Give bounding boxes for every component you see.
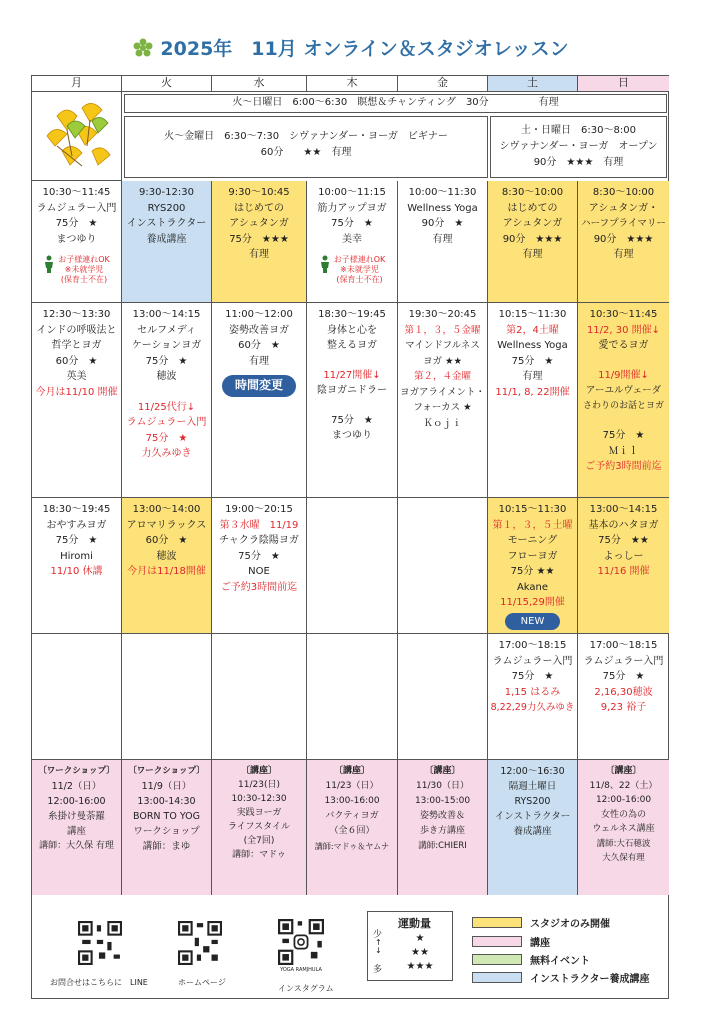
slot-duration: 75分 ★ bbox=[511, 355, 554, 367]
slot-duration: 75分 ★★ bbox=[510, 566, 555, 577]
slot-sun-1 bbox=[578, 181, 669, 303]
workshop-time: 10:30-12:30 bbox=[231, 794, 287, 804]
slot-time: 10:30～11:45 bbox=[589, 309, 658, 320]
instagram-qr-label: インスタグラム bbox=[278, 984, 334, 993]
slot-class: ラムジュラー入門 bbox=[583, 655, 664, 667]
homepage-qr-label: ホームページ bbox=[178, 978, 226, 987]
slot-teacher: 美幸 bbox=[342, 233, 362, 245]
kids-ok-note bbox=[32, 255, 121, 285]
slot-class: Wellness Yoga bbox=[407, 202, 478, 214]
slot-duration: 75分 ★ bbox=[331, 218, 373, 229]
day-fri: 金 bbox=[398, 76, 488, 92]
slot-mon-3 bbox=[32, 498, 122, 634]
banner-line: 火～金曜日 6:30～7:30 シヴァナンダー・ヨーガ ビギナー bbox=[164, 131, 448, 142]
intensity-legend bbox=[367, 911, 453, 981]
kid-line: (保育士不在) bbox=[336, 275, 383, 284]
slot-wed-4 bbox=[212, 634, 307, 760]
slot-class: チャクラ陰陽ヨガ bbox=[219, 535, 299, 546]
banner-meditation: 火～日曜日 6:00～6:30 瞑想＆チャンティング 30分 有理 bbox=[124, 94, 667, 113]
workshop-date: 11/30（日） bbox=[416, 781, 469, 791]
workshop-title: ウェルネス講座 bbox=[592, 824, 655, 834]
flower-icon bbox=[132, 37, 154, 59]
child-icon bbox=[319, 255, 331, 273]
slot-class: インドの呼吸法と bbox=[36, 324, 117, 336]
slot-teacher: まつゆり bbox=[332, 430, 372, 441]
workshop-sessions: （全６回） bbox=[329, 826, 375, 836]
intensity-title: 運動量 bbox=[398, 917, 431, 930]
legend-swatch bbox=[472, 936, 522, 947]
banner-line: 土・日曜日 6:30～8:00 bbox=[521, 125, 636, 136]
workshop-sessions: (全7回) bbox=[243, 836, 275, 846]
star-level: ★★ bbox=[411, 947, 429, 958]
slot-teacher: 有理 bbox=[432, 233, 453, 245]
workshop-title: 女性の為の bbox=[600, 809, 646, 820]
banner-line: 90分 ★★★ 有理 bbox=[533, 157, 624, 168]
slot-fri-1 bbox=[398, 181, 488, 303]
slot-duration: 75分 ★ bbox=[238, 550, 280, 562]
slot-duration: 60分 ★ bbox=[145, 535, 188, 546]
workshop-teacher: 大久保有理 bbox=[602, 853, 645, 863]
slot-class: 陰ヨガニドラー bbox=[317, 385, 387, 396]
instagram-brand: YOGA RAMJHULA bbox=[280, 967, 322, 973]
slot-time: 13:00～14:15 bbox=[132, 309, 201, 320]
workshop-time: 12:00～16:30 bbox=[500, 766, 565, 777]
workshop-time: 13:00-16:00 bbox=[324, 796, 380, 806]
workshop-title: 実践ヨーガ bbox=[236, 808, 282, 818]
slot-note: 8,22,29力久みゆき bbox=[490, 702, 575, 713]
slot-class: ケーションヨガ bbox=[131, 340, 202, 351]
workshop-time: 12:00-16:00 bbox=[47, 796, 106, 807]
workshop-title: インストラクター bbox=[494, 811, 571, 822]
slot-teacher: 有理 bbox=[522, 249, 543, 260]
slot-class: ラムジュラー入門 bbox=[36, 202, 117, 214]
slot-wed-1 bbox=[212, 181, 307, 303]
slot-sat-4 bbox=[488, 634, 578, 760]
slot-teacher: NOE bbox=[248, 566, 270, 577]
slot-note: 第2，4土曜 bbox=[506, 324, 559, 336]
slot-teacher: 穂波 bbox=[156, 550, 177, 562]
new-badge: NEW bbox=[505, 613, 561, 631]
slot-duration: 75分 ★ bbox=[145, 355, 188, 367]
slot-time: 8:30～10:00 bbox=[501, 187, 564, 198]
legend-label: 無料イベント bbox=[530, 956, 590, 967]
slot-time: 10:00～11:30 bbox=[408, 187, 477, 198]
workshop-date: 11/9（日） bbox=[141, 781, 192, 792]
workshop-type: 〔講座〕 bbox=[605, 766, 642, 776]
day-wed: 水 bbox=[212, 76, 307, 92]
slot-duration: 60分 ★ bbox=[55, 355, 98, 367]
legend-swatch bbox=[472, 954, 522, 965]
workshop-thu bbox=[307, 760, 398, 895]
slot-note: ご予約3時間前迄 bbox=[585, 461, 662, 472]
slot-wed-2 bbox=[212, 303, 307, 498]
banner-line: シヴァナンダー・ヨーガ オープン bbox=[499, 141, 658, 152]
workshop-teacher: 講師：マドゥ bbox=[232, 850, 286, 860]
slot-duration: 75分 ★ bbox=[55, 535, 98, 546]
slot-note: 2,16,30穂波 bbox=[594, 686, 653, 698]
slot-time: 18:30～19:45 bbox=[42, 504, 111, 515]
slot-class: 愛でるヨガ bbox=[598, 340, 649, 351]
slot-duration: 75分 ★ bbox=[602, 671, 645, 682]
slot-teacher: まつゆり bbox=[56, 233, 97, 245]
slot-class: ハーフプライマリー bbox=[581, 218, 666, 229]
slot-duration: 75分 ★ bbox=[55, 218, 98, 229]
legend-studio bbox=[472, 915, 610, 930]
slot-class: アシュタンガ・ bbox=[588, 202, 659, 214]
slot-mon-1 bbox=[32, 181, 122, 303]
slot-note: 11/1, 8, 22開催 bbox=[495, 386, 570, 398]
slot-tue-2 bbox=[122, 303, 212, 498]
slot-note: 第３水曜 11/19 bbox=[219, 519, 299, 531]
slot-duration: 90分 ★★★ bbox=[593, 233, 654, 245]
slot-duration: 90分 ★ bbox=[421, 218, 464, 229]
legend-label: インストラクター養成講座 bbox=[530, 974, 650, 985]
workshop-time: 13:00-15:00 bbox=[414, 796, 471, 806]
footer bbox=[31, 895, 669, 999]
slot-teacher: 有理 bbox=[613, 249, 634, 260]
slot-class: 姿勢改善ヨガ bbox=[229, 324, 289, 336]
slot-class: 哲学とヨガ bbox=[51, 340, 102, 351]
workshop-date: 11/2（日） bbox=[51, 781, 102, 792]
slot-time: 10:15～11:30 bbox=[498, 504, 567, 515]
workshop-teacher: 講師：まゆ bbox=[142, 841, 191, 852]
kid-line: (保育士不在) bbox=[60, 275, 108, 284]
slot-class: 筋力アップヨガ bbox=[317, 202, 387, 214]
slot-note: 今月は11/10 開催 bbox=[35, 386, 118, 398]
intensity-stars bbox=[400, 932, 440, 974]
homepage-qr-icon[interactable] bbox=[178, 921, 222, 965]
slot-note: ご予約3時間前迄 bbox=[220, 581, 298, 593]
slot-class: さわりのお話とヨガ bbox=[582, 400, 664, 411]
kid-line: お子様連れOK bbox=[333, 255, 386, 264]
slot-class: フローヨガ bbox=[507, 550, 558, 562]
slot-mon-4 bbox=[32, 634, 122, 760]
slot-note: 11/25代行↓ bbox=[137, 401, 196, 413]
day-sun: 日 bbox=[578, 76, 669, 92]
slot-duration: 75分 ★★ bbox=[598, 535, 649, 546]
slot-note: 11/15,29開催 bbox=[500, 597, 565, 608]
slot-class: ヨガアライメント・ bbox=[399, 386, 486, 398]
slot-teacher: 英美 bbox=[66, 371, 87, 382]
slot-time: 11:00～12:00 bbox=[225, 309, 293, 320]
slot-duration: 75分 ★ bbox=[511, 671, 554, 682]
slot-note: ラムジュラー入門 bbox=[126, 417, 207, 428]
ginkgo-leaves-icon bbox=[37, 96, 117, 176]
slot-time: 13:00～14:00 bbox=[132, 504, 201, 515]
slot-note: 11/27開催↓ bbox=[323, 369, 381, 381]
workshop-sun bbox=[578, 760, 669, 895]
workshop-title: RYS200 bbox=[514, 796, 551, 807]
workshop-fri bbox=[398, 760, 488, 895]
kid-line: ※未就学児 bbox=[64, 265, 104, 274]
workshop-type: 〔講座〕 bbox=[333, 766, 370, 776]
title-text: 2025年 11月 オンライン＆スタジオレッスン bbox=[160, 38, 569, 60]
slot-note: 11/10 休講 bbox=[50, 566, 103, 577]
slot-note: 11/16 開催 bbox=[597, 566, 650, 577]
slot-note: 第２，４金曜 bbox=[413, 371, 471, 382]
workshop-type: 〔ワークショップ〕 bbox=[128, 766, 205, 776]
slot-class: ヨガ ★★ bbox=[422, 355, 463, 367]
slot-time: 10:15～11:30 bbox=[498, 309, 567, 320]
workshop-time: 13:00-14:30 bbox=[137, 796, 196, 807]
slot-class: ラムジュラー入門 bbox=[492, 655, 573, 667]
slot-teacher: 有理 bbox=[249, 249, 269, 260]
slot-teacher: Hiromi bbox=[60, 550, 93, 562]
slot-note: 75分 ★ bbox=[145, 432, 188, 444]
workshop-date: 11/8、22（土） bbox=[589, 780, 658, 791]
kid-line: ※未就学児 bbox=[340, 265, 379, 274]
workshop-date: 隔週土曜日 bbox=[508, 781, 557, 792]
slot-sun-3 bbox=[578, 498, 669, 634]
workshop-title: バクティヨガ bbox=[325, 811, 379, 821]
slot-class: アシュタンガ bbox=[229, 218, 289, 229]
slot-class: アロマリラックス bbox=[126, 519, 207, 531]
slot-time: 12:30～13:30 bbox=[42, 309, 111, 320]
kid-line: お子様連れOK bbox=[58, 255, 110, 264]
star-level: ★ bbox=[415, 933, 425, 944]
day-sat: 土 bbox=[488, 76, 578, 92]
ginkgo-image bbox=[32, 92, 122, 181]
workshop-type: 〔講座〕 bbox=[240, 766, 277, 776]
page-title bbox=[0, 34, 701, 61]
legend-swatch bbox=[472, 972, 522, 983]
slot-class: フォーカス ★ bbox=[413, 402, 472, 413]
slot-class: インストラクター bbox=[126, 218, 207, 229]
instagram-qr-icon[interactable] bbox=[278, 919, 324, 965]
slot-class: 養成講座 bbox=[146, 233, 187, 245]
slot-thu-2 bbox=[307, 303, 398, 498]
slot-time: 8:30～10:00 bbox=[592, 187, 655, 198]
workshop-title: ライフスタイル bbox=[228, 822, 290, 832]
line-qr-icon[interactable] bbox=[78, 921, 122, 965]
slot-sun-4 bbox=[578, 634, 669, 760]
slot-mon-2 bbox=[32, 303, 122, 498]
slot-fri-3 bbox=[398, 498, 488, 634]
slot-time: 18:30～19:45 bbox=[318, 309, 386, 320]
workshop-sat bbox=[488, 760, 578, 895]
slot-time: 13:00～14:15 bbox=[589, 504, 658, 515]
legend-course bbox=[472, 934, 550, 949]
slot-teacher: 有理 bbox=[249, 355, 269, 367]
workshop-time: 12:00-16:00 bbox=[595, 795, 652, 805]
slot-sat-2 bbox=[488, 303, 578, 498]
slot-fri-4 bbox=[398, 634, 488, 760]
workshop-title: ワークショップ bbox=[133, 826, 200, 837]
workshop-title: BORN TO YOG bbox=[133, 811, 200, 822]
slot-tue-4 bbox=[122, 634, 212, 760]
intensity-arrow-icon: ↑ ↓ bbox=[375, 938, 382, 955]
workshop-teacher: 講師:マドゥ＆ヤムナ bbox=[314, 842, 390, 851]
slot-sun-2 bbox=[578, 303, 669, 498]
slot-note: 第１，３，５金曜 bbox=[404, 324, 481, 336]
slot-class: RYS200 bbox=[147, 202, 186, 214]
slot-class: マインドフルネス bbox=[405, 340, 480, 351]
slot-teacher: Ｍｉｌ bbox=[608, 445, 639, 457]
slot-class: 基本のハタヨガ bbox=[588, 519, 659, 531]
slot-class: アーユルヴェーダ bbox=[585, 385, 662, 396]
slot-teacher: 穂波 bbox=[156, 371, 177, 382]
slot-class: 身体と心を bbox=[327, 324, 377, 336]
slot-time: 9:30～10:45 bbox=[228, 187, 290, 198]
day-mon: 月 bbox=[32, 76, 122, 92]
star-level: ★★★ bbox=[406, 961, 434, 972]
slot-time: 17:00～18:15 bbox=[498, 640, 567, 651]
time-change-button[interactable]: 時間変更 bbox=[222, 375, 296, 397]
slot-note: 第１，３，５土曜 bbox=[492, 519, 573, 531]
slot-duration: 75分 ★★★ bbox=[229, 233, 289, 245]
workshop-teacher: 講師:CHIERI bbox=[418, 841, 467, 851]
workshop-type: 〔ワークショップ〕 bbox=[38, 766, 115, 776]
slot-class: モーニング bbox=[507, 535, 558, 546]
workshop-title: 糸掛け曼荼羅 bbox=[47, 811, 105, 822]
slot-duration: 75分 ★ bbox=[331, 414, 373, 426]
slot-class: おやすみヨガ bbox=[46, 519, 107, 531]
slot-class: はじめての bbox=[234, 202, 284, 214]
slot-teacher: Ｋｏｊｉ bbox=[423, 417, 462, 429]
slot-sat-3 bbox=[488, 498, 578, 634]
workshop-type: 〔講座〕 bbox=[424, 766, 461, 776]
slot-teacher: 有理 bbox=[522, 371, 543, 382]
slot-class: Wellness Yoga bbox=[497, 340, 568, 351]
day-tue: 火 bbox=[122, 76, 212, 92]
banner-sivananda-open bbox=[490, 116, 667, 178]
slot-time: 17:00～18:15 bbox=[589, 640, 658, 651]
workshop-teacher: 講師:大石穂波 bbox=[596, 838, 651, 849]
slot-teacher: よっしー bbox=[603, 550, 644, 562]
slot-note: 1,15 はるみ bbox=[504, 686, 561, 698]
workshop-mon bbox=[32, 760, 122, 895]
workshop-tue bbox=[122, 760, 212, 895]
slot-class: はじめての bbox=[507, 202, 558, 214]
legend-swatch bbox=[472, 917, 522, 928]
slot-note: 9,23 裕子 bbox=[600, 702, 647, 713]
workshop-wed bbox=[212, 760, 307, 895]
slot-tue-3 bbox=[122, 498, 212, 634]
slot-sat-1 bbox=[488, 181, 578, 303]
slot-time: 10:30～11:45 bbox=[42, 187, 111, 198]
workshop-date: 11/23(日) bbox=[238, 780, 280, 790]
child-icon bbox=[43, 255, 55, 273]
slot-time: 19:30～20:45 bbox=[408, 309, 477, 320]
slot-duration: 90分 ★★★ bbox=[502, 233, 563, 245]
slot-time: 9:30-12:30 bbox=[139, 187, 194, 198]
slot-time: 10:00～11:15 bbox=[318, 187, 386, 198]
slot-time: 19:00～20:15 bbox=[225, 504, 293, 515]
slot-wed-3 bbox=[212, 498, 307, 634]
slot-class: 整えるヨガ bbox=[327, 340, 377, 351]
legend-label: 講座 bbox=[530, 938, 550, 949]
intensity-low: 少 bbox=[373, 930, 383, 940]
slot-duration: 75分 ★ bbox=[602, 430, 645, 441]
slot-teacher: Akane bbox=[516, 581, 549, 593]
slot-note: 11/2, 30 開催↓ bbox=[586, 324, 661, 336]
legend-label: スタジオのみ開催 bbox=[530, 919, 610, 930]
day-thu: 木 bbox=[307, 76, 398, 92]
slot-thu-4 bbox=[307, 634, 398, 760]
banner-sivananda-beginner bbox=[124, 116, 488, 178]
slot-class: セルフメディ bbox=[137, 324, 196, 336]
schedule-grid bbox=[31, 75, 669, 895]
workshop-title: 姿勢改善＆ bbox=[419, 811, 465, 821]
slot-tue-1 bbox=[122, 181, 212, 303]
workshop-title: 養成講座 bbox=[513, 826, 552, 837]
kids-ok-note bbox=[307, 255, 397, 285]
slot-thu-1 bbox=[307, 181, 398, 303]
intensity-high: 多 bbox=[373, 965, 383, 975]
banner-line: 60分 ★★ 有理 bbox=[260, 147, 352, 158]
workshop-title: 講座 bbox=[66, 826, 86, 837]
line-qr-label: お問合せはこちらに LINE bbox=[50, 978, 148, 987]
workshop-title: 歩き方講座 bbox=[419, 826, 465, 836]
slot-class: アシュタンガ bbox=[502, 218, 563, 229]
slot-thu-3 bbox=[307, 498, 398, 634]
legend-free bbox=[472, 952, 590, 967]
slot-note: 力久みゆき bbox=[141, 448, 192, 459]
slot-note: 11/9開催↓ bbox=[598, 369, 649, 381]
slot-duration: 60分 ★ bbox=[238, 340, 280, 351]
legend-instructor bbox=[472, 970, 650, 985]
slot-fri-2 bbox=[398, 303, 488, 498]
slot-note: 今月は11/18開催 bbox=[127, 566, 206, 577]
workshop-teacher: 講師：大久保 有理 bbox=[39, 841, 114, 851]
workshop-date: 11/23（日） bbox=[325, 781, 379, 791]
